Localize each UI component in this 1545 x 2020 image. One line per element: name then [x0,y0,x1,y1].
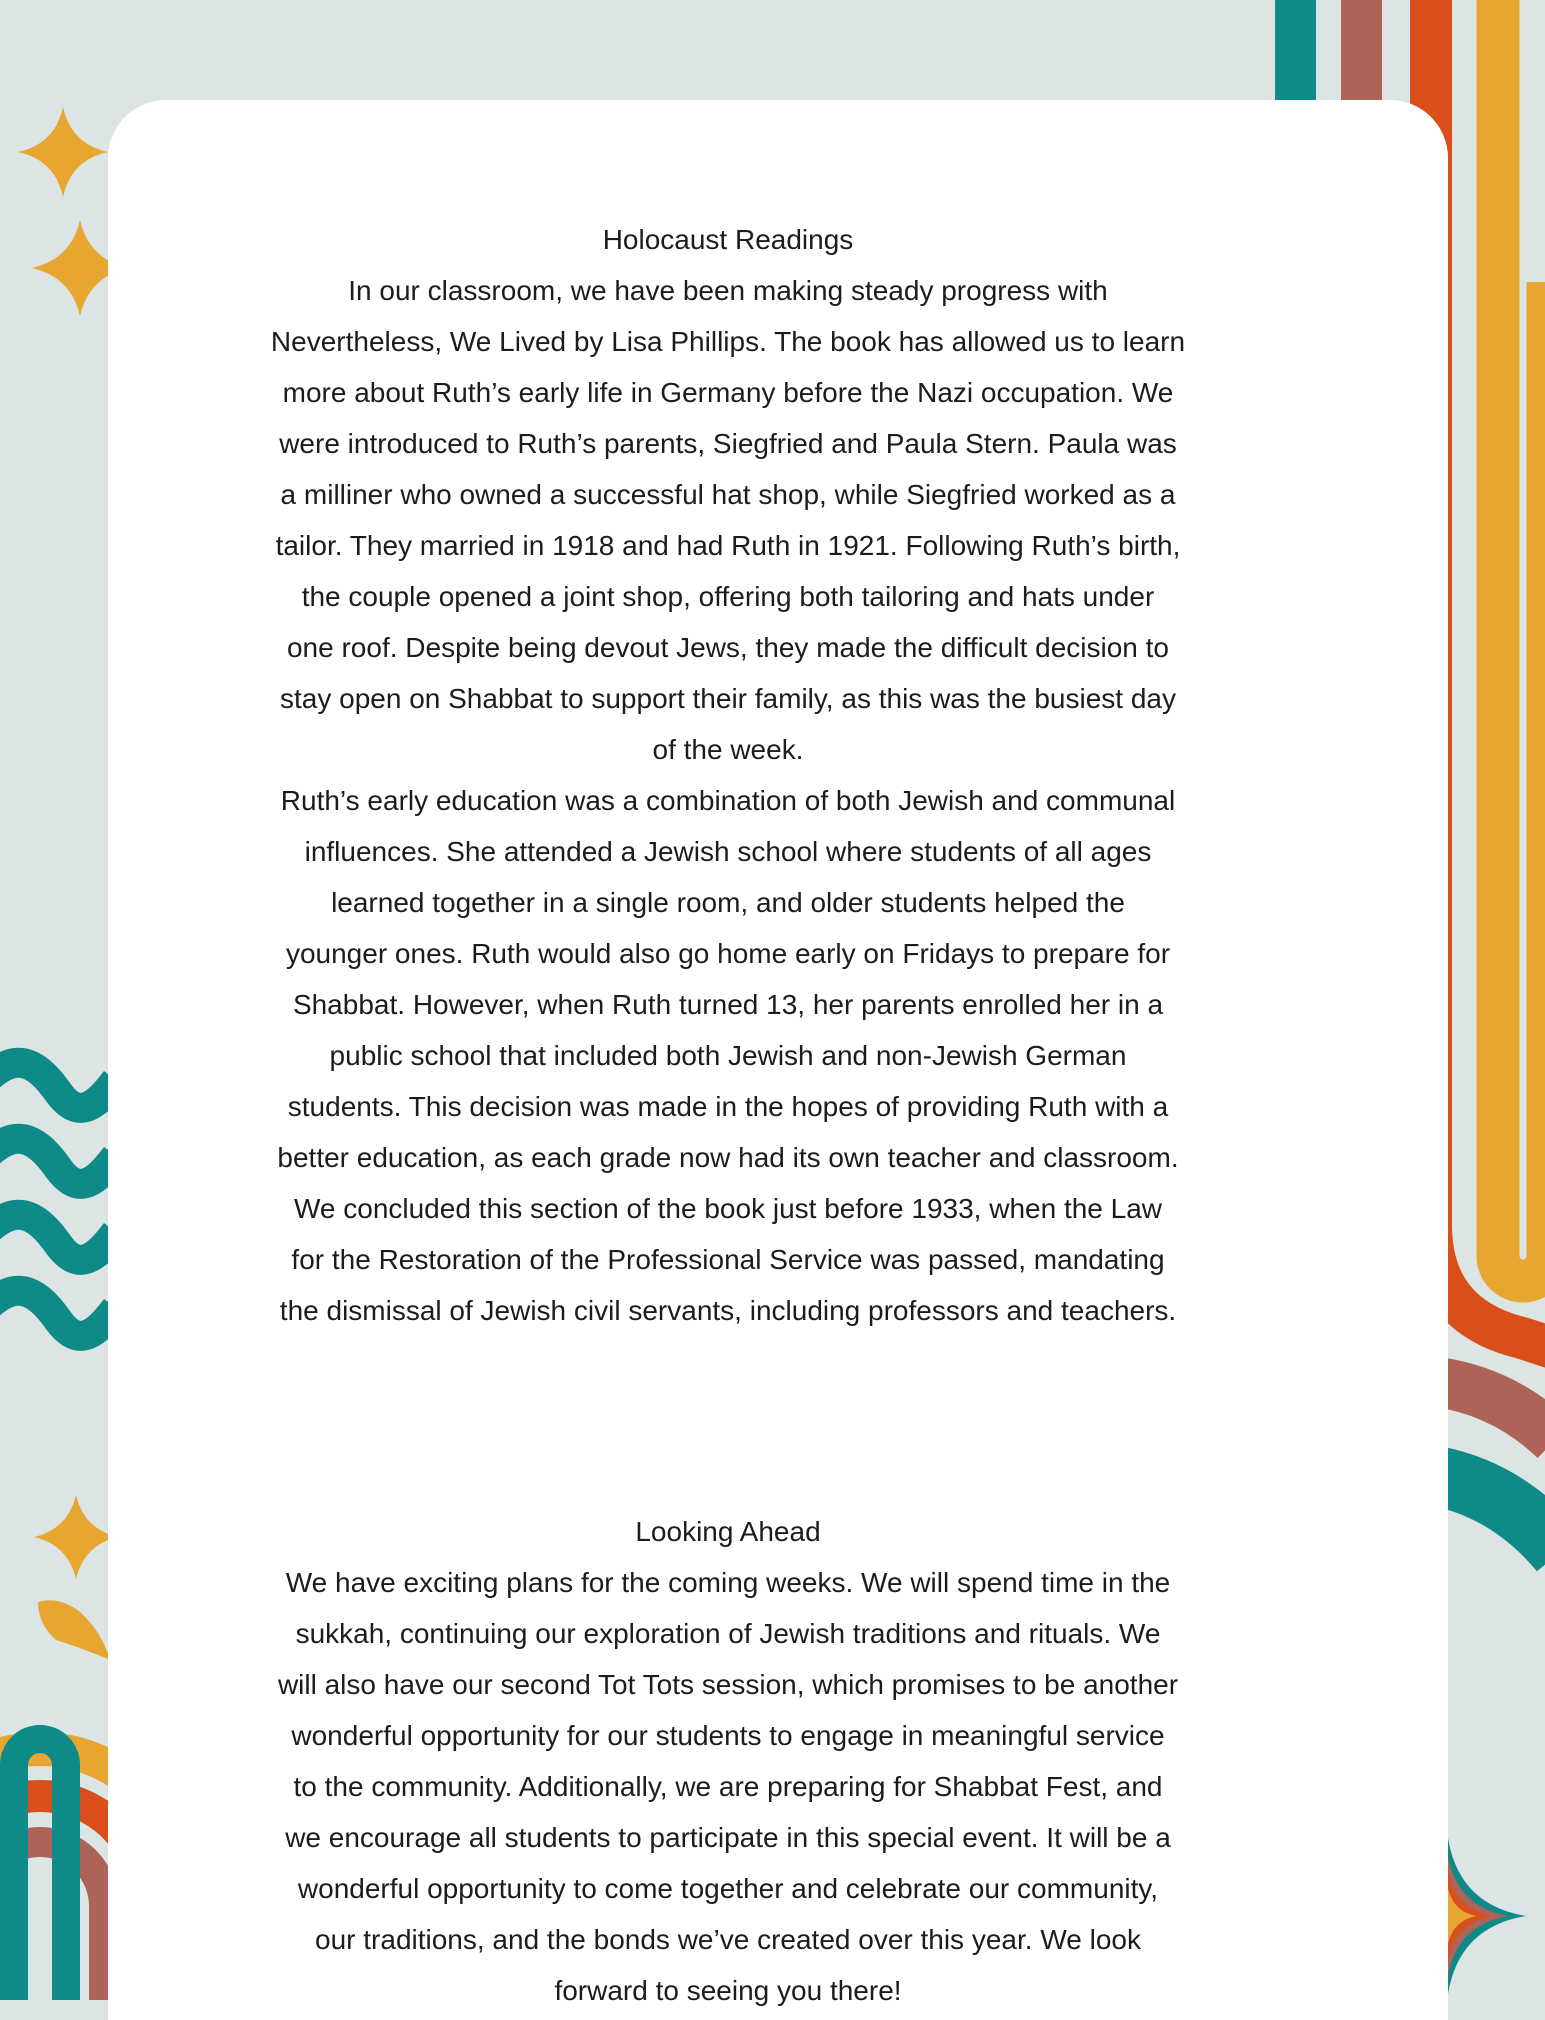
text-line: Shabbat. However, when Ruth turned 13, her parents enrolled her in a [292,989,1164,1020]
text-line: We concluded this section of the book just before 1933, when the Law [293,1193,1163,1224]
section-looking-ahead [208,1506,1248,2016]
right-edge-arcs [1436,1382,1545,1552]
text-line: we encourage all students to participate in this special event. It will be a [285,1822,1171,1853]
text-line: tailor. They married in 1918 and had Ruth in 1921. Following Ruth’s birth, [275,530,1181,561]
text-line: the dismissal of Jewish civil servants, including professors and teachers. [279,1295,1177,1326]
section-gap [208,1336,1248,1506]
text-line: students. This decision was made in the hopes of providing Ruth with a [287,1091,1169,1122]
section-title: Holocaust Readings [602,224,854,255]
text-line: a milliner who owned a successful hat shop, while Siegfried worked as a [280,479,1176,510]
text-line: sukkah, continuing our exploration of Jewish traditions and rituals. We [295,1618,1161,1649]
left-wave-lines [0,1063,116,1336]
text-line: one roof. Despite being devout Jews, they made the difficult decision to [286,632,1169,663]
text-line: Ruth’s early education was a combination of both Jewish and communal [280,785,1176,816]
text-line: Nevertheless, We Lived by Lisa Phillips. The book has allowed us to learn [270,326,1186,357]
text-line: the couple opened a joint shop, offering both tailoring and hats under [301,581,1155,612]
newsletter-text [208,214,1248,2016]
text-line: younger ones. Ruth would also go home early on Fridays to prepare for [285,938,1171,969]
right-edge-hairpin-curve [1498,0,1545,1281]
text-line: wonderful opportunity to come together and celebrate our community, [297,1873,1159,1904]
sparkle-icon-left-lower [34,1495,118,1579]
text-line: learned together in a single room, and older students helped the [331,887,1125,918]
section-body [208,1557,1248,2016]
text-line: our traditions, and the bonds we’ve created over this year. We look [315,1924,1141,1955]
text-line: We have exciting plans for the coming weeks. We will spend time in the [285,1567,1171,1598]
top-edge-stripes [1275,0,1382,100]
text-line: stay open on Shabbat to support their family, as this was the busiest day [280,683,1176,714]
text-line: were introduced to Ruth’s parents, Siegfried and Paula Stern. Paula was [279,428,1177,459]
section-title: Looking Ahead [635,1516,821,1547]
section-holocaust-readings [208,214,1248,1336]
sparkle-icon-top-1 [18,107,108,197]
section-body [208,265,1248,1336]
text-line: In our classroom, we have been making steady progress with [348,275,1108,306]
text-line: wonderful opportunity for our students to engage in meaningful service [291,1720,1165,1751]
content-card [108,100,1448,2020]
text-line: of the week. [652,734,804,765]
text-line: public school that included both Jewish and non-Jewish German [329,1040,1127,1071]
text-line: more about Ruth’s early life in Germany before the Nazi occupation. We [282,377,1174,408]
text-line: to the community. Additionally, we are preparing for Shabbat Fest, and [293,1771,1163,1802]
text-line: for the Restoration of the Professional Service was passed, mandating [291,1244,1165,1275]
text-line: will also have our second Tot Tots session, which promises to be another [277,1669,1179,1700]
yellow-swoosh [38,1600,110,1660]
text-line: forward to seeing you there! [554,1975,902,2006]
text-line: better education, as each grade now had its own teacher and classroom. [277,1142,1179,1173]
text-line: influences. She attended a Jewish school where students of all ages [304,836,1152,867]
